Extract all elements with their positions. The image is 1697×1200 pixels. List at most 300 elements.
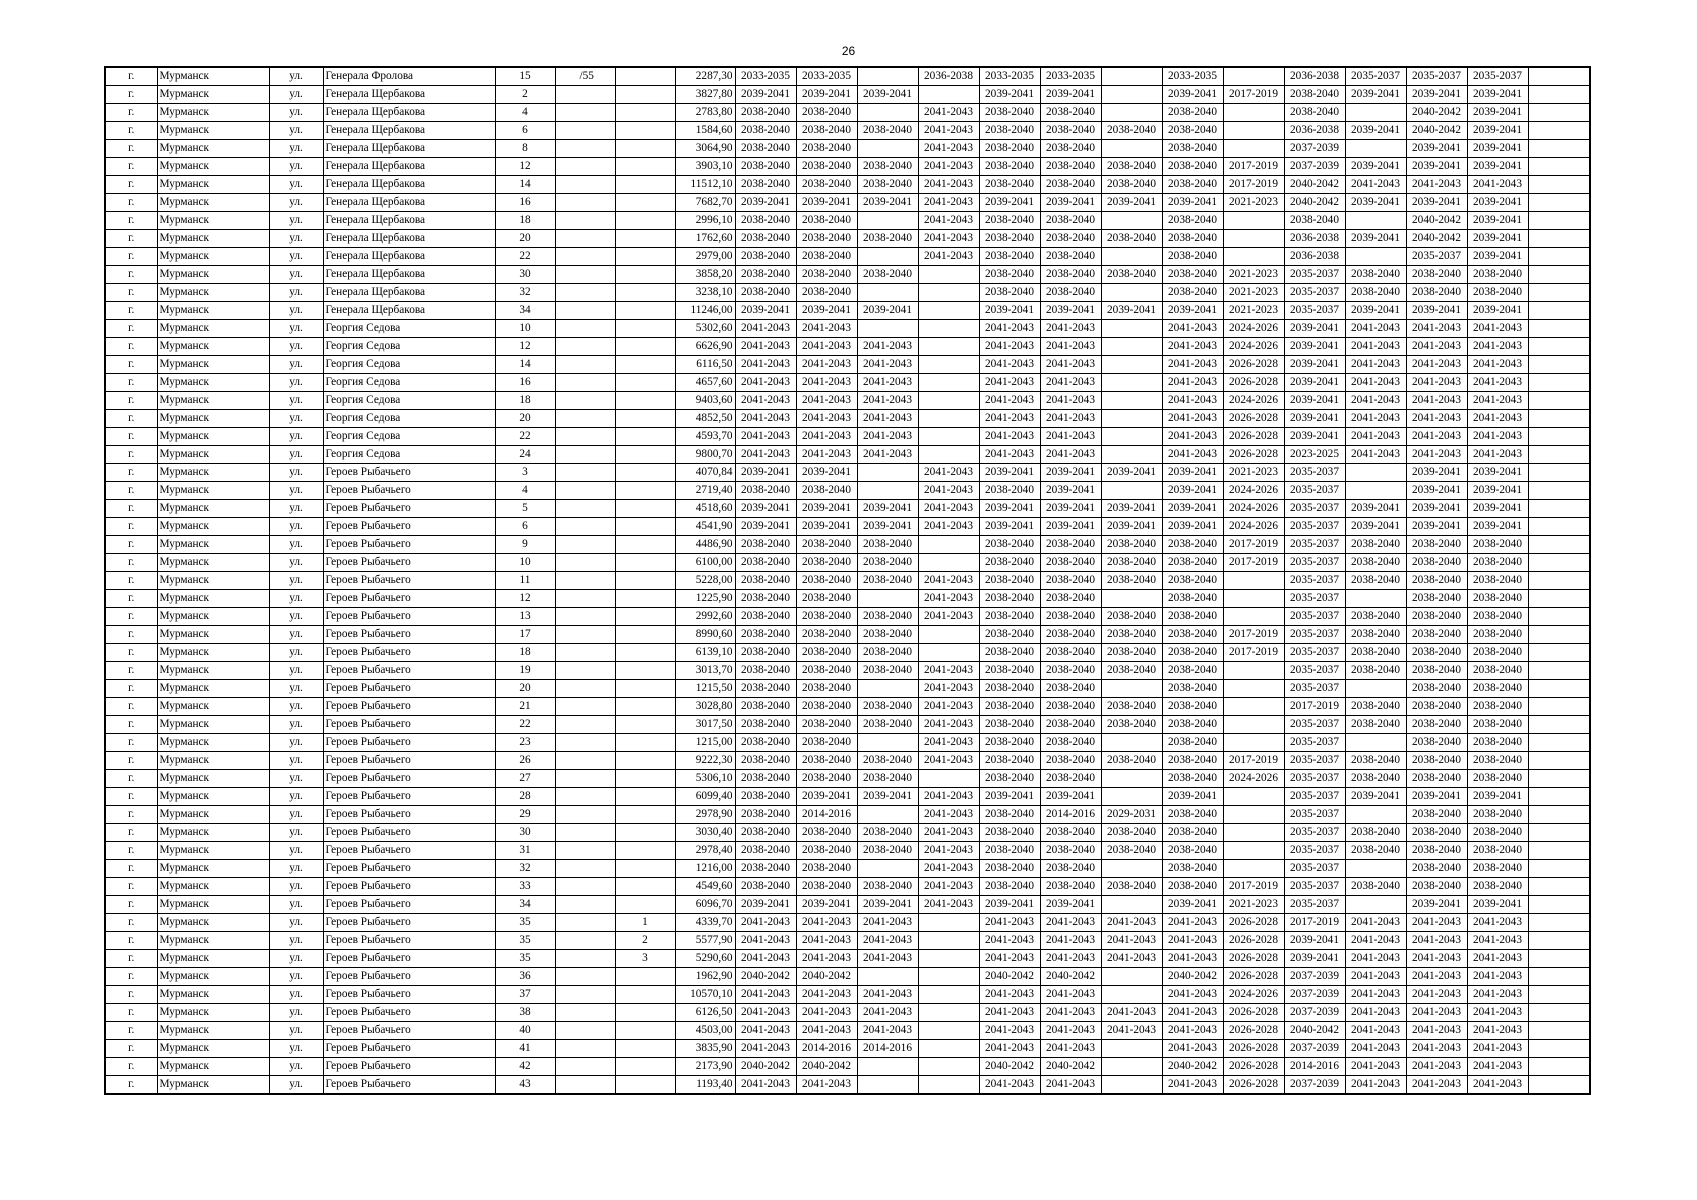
cell-area: 5302,60 xyxy=(675,320,735,338)
cell-street-type: ул. xyxy=(269,320,323,338)
cell-year: 2038-2040 xyxy=(735,608,796,626)
cell-year: 2024-2026 xyxy=(1223,986,1284,1004)
cell-year: 2038-2040 xyxy=(796,554,857,572)
cell-year: 2038-2040 xyxy=(735,140,796,158)
cell-year: 2041-2043 xyxy=(918,464,979,482)
cell-year: 2039-2041 xyxy=(979,194,1040,212)
cell-street-type: ул. xyxy=(269,896,323,914)
cell-year xyxy=(857,67,918,86)
cell-street: Генерала Щербакова xyxy=(323,140,495,158)
cell-year: 2038-2040 xyxy=(1101,554,1162,572)
cell-blank xyxy=(1528,536,1590,554)
cell-area: 9222,30 xyxy=(675,752,735,770)
cell-year: 2039-2041 xyxy=(1040,464,1101,482)
cell-building xyxy=(615,1076,675,1095)
cell-street-type: ул. xyxy=(269,770,323,788)
cell-year: 2038-2040 xyxy=(1040,860,1101,878)
cell-street: Героев Рыбачьего xyxy=(323,896,495,914)
cell-area: 5290,60 xyxy=(675,950,735,968)
cell-city-abbr: г. xyxy=(105,302,157,320)
cell-street: Георгия Седова xyxy=(323,410,495,428)
cell-city-abbr: г. xyxy=(105,554,157,572)
table-row xyxy=(105,626,1590,644)
cell-year xyxy=(918,302,979,320)
table-row xyxy=(105,176,1590,194)
cell-year: 2039-2041 xyxy=(1345,302,1406,320)
cell-year: 2039-2041 xyxy=(1467,302,1528,320)
cell-building xyxy=(615,338,675,356)
cell-year xyxy=(1345,212,1406,230)
cell-city-abbr: г. xyxy=(105,950,157,968)
cell-year: 2041-2043 xyxy=(1040,338,1101,356)
cell-year: 2038-2040 xyxy=(1345,554,1406,572)
cell-year: 2038-2040 xyxy=(1162,158,1223,176)
table-row xyxy=(105,482,1590,500)
cell-area: 6139,10 xyxy=(675,644,735,662)
cell-year: 2041-2043 xyxy=(918,788,979,806)
cell-year: 2038-2040 xyxy=(857,626,918,644)
cell-year: 2038-2040 xyxy=(979,536,1040,554)
cell-year: 2038-2040 xyxy=(857,878,918,896)
cell-building xyxy=(615,374,675,392)
cell-year: 2041-2043 xyxy=(1345,914,1406,932)
cell-year xyxy=(857,1076,918,1095)
cell-blank xyxy=(1528,968,1590,986)
cell-year: 2035-2037 xyxy=(1284,680,1345,698)
cell-year: 2038-2040 xyxy=(1162,554,1223,572)
cell-city: Мурманск xyxy=(157,86,269,104)
cell-year: 2036-2038 xyxy=(1284,248,1345,266)
cell-year: 2039-2041 xyxy=(1406,86,1467,104)
cell-year: 2040-2042 xyxy=(735,968,796,986)
cell-city: Мурманск xyxy=(157,842,269,860)
cell-year: 2041-2043 xyxy=(918,896,979,914)
cell-blank xyxy=(1528,752,1590,770)
cell-year: 2035-2037 xyxy=(1284,284,1345,302)
cell-fraction xyxy=(555,644,615,662)
cell-year: 2041-2043 xyxy=(735,932,796,950)
cell-street-type: ул. xyxy=(269,284,323,302)
cell-fraction xyxy=(555,608,615,626)
cell-year: 2041-2043 xyxy=(979,1076,1040,1095)
cell-street-type: ул. xyxy=(269,122,323,140)
cell-street-type: ул. xyxy=(269,176,323,194)
cell-year: 2026-2028 xyxy=(1223,446,1284,464)
cell-year: 2039-2041 xyxy=(796,500,857,518)
cell-street-type: ул. xyxy=(269,554,323,572)
cell-area: 1215,00 xyxy=(675,734,735,752)
cell-house: 10 xyxy=(495,554,555,572)
cell-year: 2037-2039 xyxy=(1284,1076,1345,1095)
cell-city: Мурманск xyxy=(157,878,269,896)
cell-year: 2039-2041 xyxy=(1284,428,1345,446)
cell-fraction xyxy=(555,752,615,770)
cell-fraction xyxy=(555,968,615,986)
cell-year: 2038-2040 xyxy=(1467,734,1528,752)
cell-house: 6 xyxy=(495,518,555,536)
cell-year: 2038-2040 xyxy=(1406,662,1467,680)
cell-building xyxy=(615,248,675,266)
table-body xyxy=(105,67,1590,1094)
cell-year: 2038-2040 xyxy=(979,752,1040,770)
cell-year: 2038-2040 xyxy=(735,482,796,500)
cell-street-type: ул. xyxy=(269,67,323,86)
cell-year: 2039-2041 xyxy=(1406,896,1467,914)
table-row xyxy=(105,374,1590,392)
cell-building xyxy=(615,680,675,698)
cell-city: Мурманск xyxy=(157,752,269,770)
cell-year: 2041-2043 xyxy=(857,392,918,410)
cell-house: 36 xyxy=(495,968,555,986)
cell-year: 2041-2043 xyxy=(1162,338,1223,356)
cell-city-abbr: г. xyxy=(105,608,157,626)
cell-year: 2041-2043 xyxy=(796,446,857,464)
cell-year: 2017-2019 xyxy=(1223,752,1284,770)
cell-fraction xyxy=(555,1076,615,1095)
cell-year: 2017-2019 xyxy=(1223,86,1284,104)
cell-year: 2038-2040 xyxy=(1040,590,1101,608)
cell-street: Генерала Щербакова xyxy=(323,158,495,176)
cell-year: 2038-2040 xyxy=(735,554,796,572)
cell-year: 2039-2041 xyxy=(979,302,1040,320)
table-row xyxy=(105,788,1590,806)
cell-year: 2041-2043 xyxy=(1162,374,1223,392)
cell-year: 2035-2037 xyxy=(1406,67,1467,86)
cell-year xyxy=(1223,608,1284,626)
cell-year: 2039-2041 xyxy=(857,86,918,104)
cell-year: 2035-2037 xyxy=(1284,590,1345,608)
cell-year: 2041-2043 xyxy=(1406,338,1467,356)
cell-building xyxy=(615,806,675,824)
cell-blank xyxy=(1528,230,1590,248)
cell-year: 2038-2040 xyxy=(1040,104,1101,122)
cell-city-abbr: г. xyxy=(105,680,157,698)
cell-building xyxy=(615,500,675,518)
cell-year: 2040-2042 xyxy=(1284,194,1345,212)
cell-year: 2041-2043 xyxy=(1467,986,1528,1004)
cell-fraction xyxy=(555,806,615,824)
cell-building xyxy=(615,428,675,446)
cell-year: 2038-2040 xyxy=(1040,824,1101,842)
cell-building xyxy=(615,194,675,212)
cell-year: 2038-2040 xyxy=(1345,842,1406,860)
cell-year: 2038-2040 xyxy=(1101,572,1162,590)
cell-area: 6626,90 xyxy=(675,338,735,356)
cell-year: 2038-2040 xyxy=(1040,122,1101,140)
cell-year: 2041-2043 xyxy=(979,428,1040,446)
cell-year: 2039-2041 xyxy=(796,788,857,806)
cell-street-type: ул. xyxy=(269,752,323,770)
cell-street: Героев Рыбачьего xyxy=(323,752,495,770)
cell-year: 2038-2040 xyxy=(796,608,857,626)
cell-year xyxy=(1223,842,1284,860)
cell-year: 2035-2037 xyxy=(1284,554,1345,572)
cell-year: 2041-2043 xyxy=(1467,914,1528,932)
cell-year: 2038-2040 xyxy=(857,842,918,860)
cell-area: 6096,70 xyxy=(675,896,735,914)
cell-year: 2041-2043 xyxy=(1345,1022,1406,1040)
cell-year: 2039-2041 xyxy=(1467,482,1528,500)
cell-year: 2039-2041 xyxy=(1162,482,1223,500)
cell-year: 2039-2041 xyxy=(857,896,918,914)
cell-year: 2040-2042 xyxy=(1162,1058,1223,1076)
cell-city-abbr: г. xyxy=(105,86,157,104)
cell-year: 2039-2041 xyxy=(1467,500,1528,518)
cell-year: 2023-2025 xyxy=(1284,446,1345,464)
cell-year: 2041-2043 xyxy=(1162,1076,1223,1095)
cell-year: 2026-2028 xyxy=(1223,950,1284,968)
cell-street-type: ул. xyxy=(269,428,323,446)
cell-year: 2041-2043 xyxy=(918,680,979,698)
cell-year: 2041-2043 xyxy=(857,1022,918,1040)
cell-house: 29 xyxy=(495,806,555,824)
cell-year: 2038-2040 xyxy=(1467,698,1528,716)
cell-fraction xyxy=(555,1004,615,1022)
cell-year: 2041-2043 xyxy=(1345,338,1406,356)
cell-house: 24 xyxy=(495,446,555,464)
cell-year: 2041-2043 xyxy=(1101,1004,1162,1022)
cell-street-type: ул. xyxy=(269,410,323,428)
cell-city-abbr: г. xyxy=(105,1022,157,1040)
cell-year: 2038-2040 xyxy=(1467,878,1528,896)
cell-year: 2038-2040 xyxy=(1162,806,1223,824)
cell-year: 2038-2040 xyxy=(1040,770,1101,788)
cell-area: 3835,90 xyxy=(675,1040,735,1058)
cell-city-abbr: г. xyxy=(105,860,157,878)
cell-building xyxy=(615,230,675,248)
cell-year: 2014-2016 xyxy=(796,806,857,824)
cell-street-type: ул. xyxy=(269,572,323,590)
cell-year xyxy=(1345,248,1406,266)
cell-fraction xyxy=(555,104,615,122)
cell-blank xyxy=(1528,302,1590,320)
cell-building xyxy=(615,788,675,806)
cell-city: Мурманск xyxy=(157,320,269,338)
cell-house: 27 xyxy=(495,770,555,788)
cell-year: 2039-2041 xyxy=(735,500,796,518)
cell-street: Генерала Щербакова xyxy=(323,248,495,266)
cell-house: 34 xyxy=(495,896,555,914)
cell-year: 2038-2040 xyxy=(1467,752,1528,770)
cell-year: 2035-2037 xyxy=(1284,464,1345,482)
cell-year xyxy=(1101,248,1162,266)
table-row xyxy=(105,158,1590,176)
cell-year: 2038-2040 xyxy=(1040,536,1101,554)
cell-year: 2038-2040 xyxy=(735,572,796,590)
table-row xyxy=(105,950,1590,968)
table-row xyxy=(105,1076,1590,1095)
table-row xyxy=(105,86,1590,104)
cell-house: 3 xyxy=(495,464,555,482)
cell-year: 2035-2037 xyxy=(1284,482,1345,500)
cell-year: 2041-2043 xyxy=(1467,1040,1528,1058)
cell-year: 2039-2041 xyxy=(979,464,1040,482)
table-row xyxy=(105,194,1590,212)
cell-building xyxy=(615,752,675,770)
cell-year: 2041-2043 xyxy=(1406,392,1467,410)
cell-year: 2038-2040 xyxy=(735,680,796,698)
cell-year: 2038-2040 xyxy=(1345,824,1406,842)
cell-street: Героев Рыбачьего xyxy=(323,770,495,788)
cell-city-abbr: г. xyxy=(105,230,157,248)
cell-year xyxy=(918,986,979,1004)
cell-city-abbr: г. xyxy=(105,878,157,896)
cell-year: 2041-2043 xyxy=(1345,968,1406,986)
cell-year xyxy=(1101,680,1162,698)
cell-year xyxy=(918,284,979,302)
cell-street: Героев Рыбачьего xyxy=(323,572,495,590)
cell-street: Героев Рыбачьего xyxy=(323,734,495,752)
cell-year xyxy=(1101,212,1162,230)
cell-year: 2038-2040 xyxy=(1101,176,1162,194)
cell-year: 2038-2040 xyxy=(979,626,1040,644)
cell-house: 37 xyxy=(495,986,555,1004)
table-row xyxy=(105,842,1590,860)
cell-city-abbr: г. xyxy=(105,806,157,824)
cell-year: 2038-2040 xyxy=(735,158,796,176)
cell-blank xyxy=(1528,212,1590,230)
cell-year xyxy=(918,428,979,446)
cell-year: 2041-2043 xyxy=(796,320,857,338)
cell-city-abbr: г. xyxy=(105,842,157,860)
cell-fraction xyxy=(555,860,615,878)
cell-year xyxy=(1223,104,1284,122)
cell-year: 2039-2041 xyxy=(1162,518,1223,536)
cell-year: 2038-2040 xyxy=(1345,266,1406,284)
cell-blank xyxy=(1528,1022,1590,1040)
cell-city: Мурманск xyxy=(157,860,269,878)
cell-year: 2038-2040 xyxy=(735,878,796,896)
cell-street: Героев Рыбачьего xyxy=(323,590,495,608)
cell-street: Героев Рыбачьего xyxy=(323,1022,495,1040)
cell-year: 2041-2043 xyxy=(1040,356,1101,374)
cell-year: 2039-2041 xyxy=(1467,86,1528,104)
cell-year: 2041-2043 xyxy=(979,338,1040,356)
cell-year xyxy=(1101,410,1162,428)
cell-year: 2038-2040 xyxy=(1467,284,1528,302)
cell-blank xyxy=(1528,554,1590,572)
cell-year: 2039-2041 xyxy=(735,194,796,212)
cell-year: 2041-2043 xyxy=(1406,410,1467,428)
cell-year: 2041-2043 xyxy=(1467,1004,1528,1022)
cell-building xyxy=(615,1004,675,1022)
cell-year: 2033-2035 xyxy=(1040,67,1101,86)
cell-blank xyxy=(1528,410,1590,428)
cell-year xyxy=(918,932,979,950)
cell-year: 2038-2040 xyxy=(1101,158,1162,176)
cell-city: Мурманск xyxy=(157,140,269,158)
cell-year: 2029-2031 xyxy=(1101,806,1162,824)
cell-city: Мурманск xyxy=(157,644,269,662)
cell-street-type: ул. xyxy=(269,266,323,284)
cell-year: 2041-2043 xyxy=(1040,374,1101,392)
cell-year: 2039-2041 xyxy=(1040,482,1101,500)
cell-city-abbr: г. xyxy=(105,212,157,230)
cell-street: Георгия Седова xyxy=(323,338,495,356)
cell-year: 2038-2040 xyxy=(1162,248,1223,266)
cell-blank xyxy=(1528,1004,1590,1022)
cell-year: 2024-2026 xyxy=(1223,770,1284,788)
cell-year: 2041-2043 xyxy=(918,518,979,536)
cell-year: 2040-2042 xyxy=(979,968,1040,986)
cell-area: 6126,50 xyxy=(675,1004,735,1022)
cell-year: 2038-2040 xyxy=(735,284,796,302)
cell-year: 2038-2040 xyxy=(1345,752,1406,770)
cell-year: 2041-2043 xyxy=(1467,392,1528,410)
cell-year: 2038-2040 xyxy=(1162,644,1223,662)
cell-year: 2039-2041 xyxy=(1345,158,1406,176)
cell-year: 2041-2043 xyxy=(735,1004,796,1022)
cell-house: 19 xyxy=(495,662,555,680)
cell-year: 2038-2040 xyxy=(1345,626,1406,644)
cell-city: Мурманск xyxy=(157,788,269,806)
cell-year: 2041-2043 xyxy=(1345,410,1406,428)
cell-year: 2041-2043 xyxy=(918,842,979,860)
cell-area: 4852,50 xyxy=(675,410,735,428)
cell-year: 2038-2040 xyxy=(857,572,918,590)
cell-area: 4518,60 xyxy=(675,500,735,518)
cell-year: 2039-2041 xyxy=(1040,500,1101,518)
cell-building xyxy=(615,716,675,734)
cell-street: Георгия Седова xyxy=(323,356,495,374)
cell-city: Мурманск xyxy=(157,1022,269,1040)
cell-year: 2035-2037 xyxy=(1284,896,1345,914)
cell-fraction xyxy=(555,86,615,104)
cell-street: Героев Рыбачьего xyxy=(323,464,495,482)
cell-year: 2038-2040 xyxy=(1162,140,1223,158)
cell-city-abbr: г. xyxy=(105,392,157,410)
cell-blank xyxy=(1528,716,1590,734)
cell-fraction xyxy=(555,932,615,950)
cell-year: 2041-2043 xyxy=(1040,392,1101,410)
cell-year: 2035-2037 xyxy=(1406,248,1467,266)
cell-fraction: /55 xyxy=(555,67,615,86)
cell-year xyxy=(918,968,979,986)
cell-year: 2038-2040 xyxy=(1040,158,1101,176)
cell-year: 2017-2019 xyxy=(1223,644,1284,662)
cell-year: 2038-2040 xyxy=(1467,536,1528,554)
cell-house: 16 xyxy=(495,194,555,212)
cell-area: 11246,00 xyxy=(675,302,735,320)
cell-city-abbr: г. xyxy=(105,320,157,338)
cell-street: Генерала Фролова xyxy=(323,67,495,86)
cell-street: Генерала Щербакова xyxy=(323,230,495,248)
cell-year: 2040-2042 xyxy=(1406,104,1467,122)
cell-year: 2041-2043 xyxy=(1040,1040,1101,1058)
cell-street: Героев Рыбачьего xyxy=(323,698,495,716)
cell-fraction xyxy=(555,788,615,806)
cell-year: 2038-2040 xyxy=(735,122,796,140)
cell-blank xyxy=(1528,500,1590,518)
cell-year: 2038-2040 xyxy=(796,158,857,176)
table-row xyxy=(105,932,1590,950)
cell-year: 2038-2040 xyxy=(1284,104,1345,122)
cell-year: 2038-2040 xyxy=(1040,248,1101,266)
cell-area: 3903,10 xyxy=(675,158,735,176)
cell-year: 2041-2043 xyxy=(1467,446,1528,464)
cell-fraction xyxy=(555,302,615,320)
cell-city: Мурманск xyxy=(157,1004,269,1022)
cell-year: 2041-2043 xyxy=(979,932,1040,950)
cell-year: 2038-2040 xyxy=(735,788,796,806)
cell-year: 2038-2040 xyxy=(1162,662,1223,680)
cell-year xyxy=(1101,1076,1162,1095)
table-row xyxy=(105,266,1590,284)
cell-year xyxy=(1101,770,1162,788)
cell-year: 2037-2039 xyxy=(1284,1004,1345,1022)
cell-street: Героев Рыбачьего xyxy=(323,824,495,842)
cell-fraction xyxy=(555,248,615,266)
